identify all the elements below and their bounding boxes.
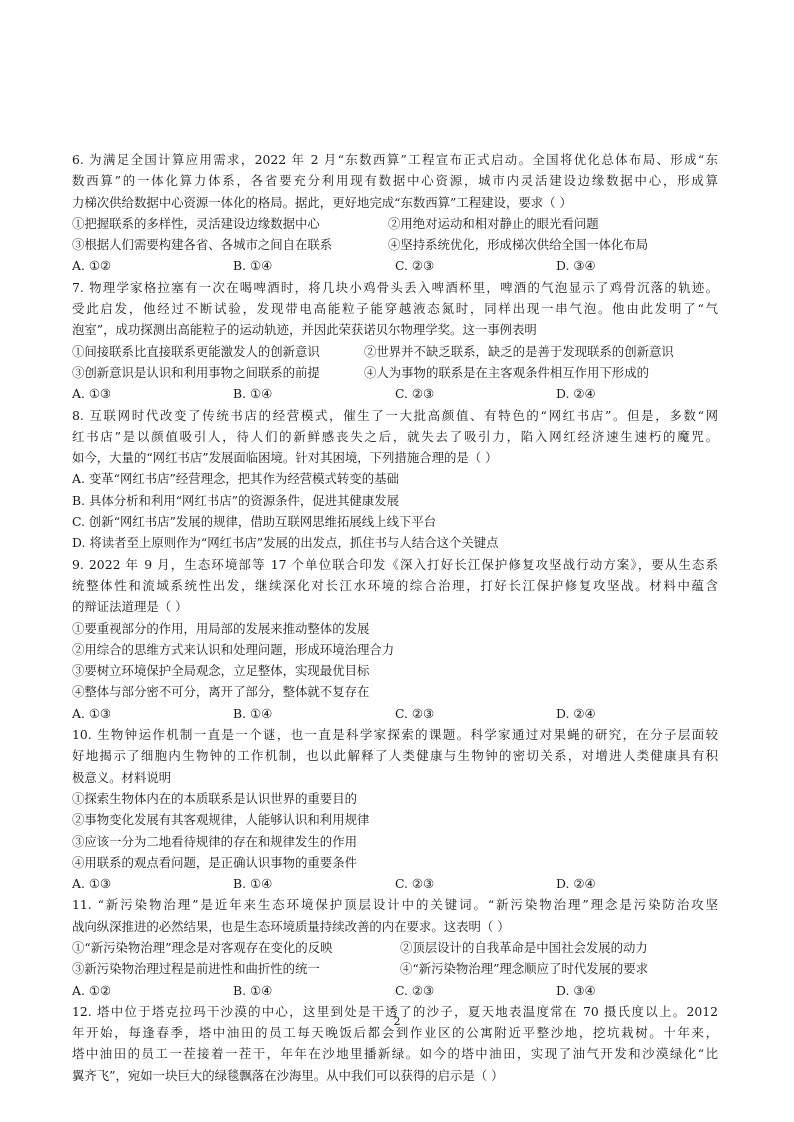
- option-c[interactable]: C. ②③: [395, 258, 435, 274]
- question-8-stem-line-2: 红书店”是以颜值吸引人，待人们的新鲜感丧失之后，就失去了吸引力，陷入网红经济速生速朽的魔咒。: [72, 428, 718, 444]
- question-11-options: [72, 980, 718, 1001]
- question-7: [72, 277, 718, 405]
- option-b[interactable]: B. ①④: [233, 982, 273, 998]
- question-6-statements-row-1: [72, 213, 718, 234]
- option-b[interactable]: B. ①④: [233, 258, 273, 274]
- statement-3: ③根据人们需要构建各省、各城市之间自在联系: [72, 237, 333, 253]
- question-11: [72, 894, 718, 1000]
- option-a[interactable]: A. ①②: [72, 258, 112, 274]
- question-list: [72, 149, 718, 1086]
- statement-2: ②顶层设计的自我革命是中国社会发展的动力: [400, 939, 648, 955]
- question-6-stem-line-1: 6. 为满足全国计算应用需求，2022 年 2 月“东数西算”工程宣布正式启动。全国将优化总体布局、形成“东: [72, 152, 718, 167]
- statement-4: ④“新污染物治理”理念顺应了时代发展的要求: [400, 961, 649, 977]
- statement-2: ②用综合的思维方式来认识和处理问题，形成环境治理合力: [72, 641, 395, 657]
- statement-4: ④整体与部分密不可分，离开了部分，整体就不复存在: [72, 684, 370, 700]
- question-10-stem-line-1: 10. 生物钟运作机制一直是一个谜，也一直是科学家探索的课题。科学家通过对果蝇的研究，在分子层面较: [72, 727, 718, 743]
- statement-4: ④用联系的观点看问题，是正确认识事物的重要条件: [72, 854, 357, 870]
- option-a[interactable]: A. ①③: [72, 705, 112, 721]
- question-9-stem-line-2: 统整体性和流域系统性出发，继续深化对长江水环境的综合治理，打好长江保护修复攻坚战。材料中蕴含: [72, 577, 718, 593]
- question-12-stem-line-3: 塔中油田的员工一茬接着一茬干，年年在沙地里播新绿。如今的塔中油田，实现了油气开发和沙漠绿化“比: [72, 1046, 718, 1062]
- question-11-stem-line-1: 11. “新污染物治理”是近年来生态环境保护顶层设计中的关键词。“新污染物治理”理念是污染防治攻坚: [72, 897, 718, 913]
- question-12-stem-line-4: 翼齐飞”，宛如一块巨大的绿毯飘落在沙海里。从中我们可以获得的启示是（ ）: [72, 1067, 504, 1083]
- question-11-stem-line-2: 战向纵深推进的必然结果，也是生态环境质量持续改善的内在要求。这表明（ ）: [72, 918, 510, 934]
- question-9-stem-line-1: 9. 2022 年 9 月，生态环境部等 17 个单位联合印发《深入打好长江保护修复攻坚战行动方案》，要从生态系: [72, 556, 718, 572]
- question-6-options: [72, 255, 718, 276]
- option-d[interactable]: D. ②④: [556, 876, 596, 892]
- statement-2: ②世界并不缺乏联系，缺乏的是善于发现联系的创新意识: [364, 343, 674, 359]
- question-7-statements-row-1: [72, 341, 718, 362]
- option-b[interactable]: B. ①④: [233, 705, 273, 721]
- option-c[interactable]: C. ②③: [395, 386, 435, 402]
- statement-3: ③应该一分为二地看待规律的存在和规律发生的作用: [72, 833, 357, 849]
- option-d[interactable]: D. ③④: [556, 258, 596, 274]
- option-c[interactable]: C. ②③: [395, 705, 435, 721]
- statement-1: ①把握联系的多样性，灵活建设边缘数据中心: [72, 215, 320, 231]
- option-d[interactable]: D. ③④: [556, 982, 596, 998]
- question-10: [72, 724, 718, 894]
- option-d[interactable]: D. ②④: [556, 386, 596, 402]
- question-9: [72, 554, 718, 724]
- option-a[interactable]: A. ①③: [72, 386, 112, 402]
- option-d[interactable]: D. ②④: [556, 705, 596, 721]
- question-6-stem-line-2: 数西算”的一体化算力体系，各省要充分利用现有数据中心资源，城市内灵活建设边缘数据中心，形成算: [72, 173, 718, 189]
- statement-3: ③创新意识是认识和利用事物之间联系的前提: [72, 364, 320, 380]
- question-12-stem-line-1: 12. 塔中位于塔克拉玛干沙漠的中心，这里到处是干透了的沙子，夏天地表温度常在 70 摄氏度以上。2012: [72, 1003, 718, 1019]
- question-6: [72, 149, 718, 277]
- question-8-choice-a[interactable]: A. 变革“网红书店”经营理念，把其作为经营模式转变的基础: [72, 471, 399, 487]
- option-c[interactable]: C. ②③: [395, 876, 435, 892]
- question-8-choice-b[interactable]: B. 具体分析和利用“网红书店”的资源条件，促进其健康发展: [72, 492, 400, 508]
- statement-1: ①探索生物体内在的本质联系是认识世界的重要目的: [72, 790, 357, 806]
- statement-2: ②事物变化发展有其客观规律，人能够认识和利用规律: [72, 812, 370, 828]
- question-9-stem-line-3: 的辩证法道理是（ ）: [72, 599, 188, 615]
- question-11-statements-row-2: [72, 958, 718, 979]
- question-12: [72, 1001, 718, 1086]
- question-8-choice-d[interactable]: D. 将读者至上原则作为“网红书店”发展的出发点，抓住书与人结合这个关键点: [72, 535, 499, 551]
- statement-4: ④坚持系统优化，形成梯次供给全国一体化布局: [388, 237, 649, 253]
- question-6-stem-line-3: 力梯次供给数据中心资源一体化的格局。据此，更好地完成“东数西算”工程建设，要求（ ）: [72, 194, 572, 210]
- page-number: 2: [393, 1015, 401, 1028]
- question-7-stem-line-3: 泡室”，成功探测出高能粒子的运动轨迹，并因此荣获诺贝尔物理学奖。这一事例表明: [72, 322, 537, 338]
- statement-3: ③要树立环境保护全局观念，立足整体，实现最优目标: [72, 663, 370, 679]
- statement-1: ①要重视部分的作用，用局部的发展来推动整体的发展: [72, 620, 370, 636]
- statement-1: ①间接联系比直接联系更能激发人的创新意识: [72, 343, 320, 359]
- question-12-stem-line-2: 年开始，每逢春季，塔中油田的员工每天晚饭后都会到作业区的公寓附近平整沙地，挖坑栽树。十年来，: [72, 1025, 718, 1041]
- question-8-choice-c[interactable]: C. 创新“网红书店”发展的规律，借助互联网思维拓展线上线下平台: [72, 514, 437, 530]
- question-10-stem-line-2: 好地揭示了细胞内生物钟的工作机制，也以此解释了人类健康与生物钟的密切关系，对增进人类健康具有积: [72, 748, 718, 764]
- option-b[interactable]: B. ①④: [233, 876, 273, 892]
- statement-3: ③新污染物治理过程是前进性和曲折性的统一: [72, 961, 320, 977]
- question-11-statements-row-1: [72, 937, 718, 958]
- question-6-statements-row-2: [72, 234, 718, 255]
- question-7-options: [72, 383, 718, 404]
- option-a[interactable]: A. ①③: [72, 876, 112, 892]
- question-10-stem-line-3: 极意义。材料说明: [72, 769, 172, 785]
- question-10-options: [72, 873, 718, 894]
- question-7-statements-row-2: [72, 362, 718, 383]
- question-9-options: [72, 703, 718, 724]
- question-7-stem-line-1: 7. 物理学家格拉塞有一次在喝啤酒时，将几块小鸡骨头丢入啤酒杯里，啤酒的气泡显示了鸡骨沉落的轨迹。: [72, 279, 718, 295]
- option-c[interactable]: C. ②③: [395, 982, 435, 998]
- question-7-stem-line-2: 受此启发，他经过不断试验，发现带电高能粒子能穿越液态氮时，同样出现一串气泡。他由此发明了“气: [72, 301, 718, 317]
- option-a[interactable]: A. ①②: [72, 982, 112, 998]
- question-8-stem-line-1: 8. 互联网时代改变了传统书店的经营模式，催生了一大批高颜值、有特色的“网红书店”。但是，多数“网: [72, 407, 718, 423]
- question-8-stem-line-3: 如今，大量的“网红书店”发展面临困境。针对其困境，下列措施合理的是（ ）: [72, 450, 498, 466]
- statement-2: ②用绝对运动和相对静止的眼光看问题: [388, 215, 599, 231]
- statement-4: ④人为事物的联系是在主客观条件相互作用下形成的: [364, 364, 649, 380]
- statement-1: ①“新污染物治理”理念是对客观存在变化的反映: [72, 939, 333, 955]
- question-8: [72, 405, 718, 554]
- option-b[interactable]: B. ①④: [233, 386, 273, 402]
